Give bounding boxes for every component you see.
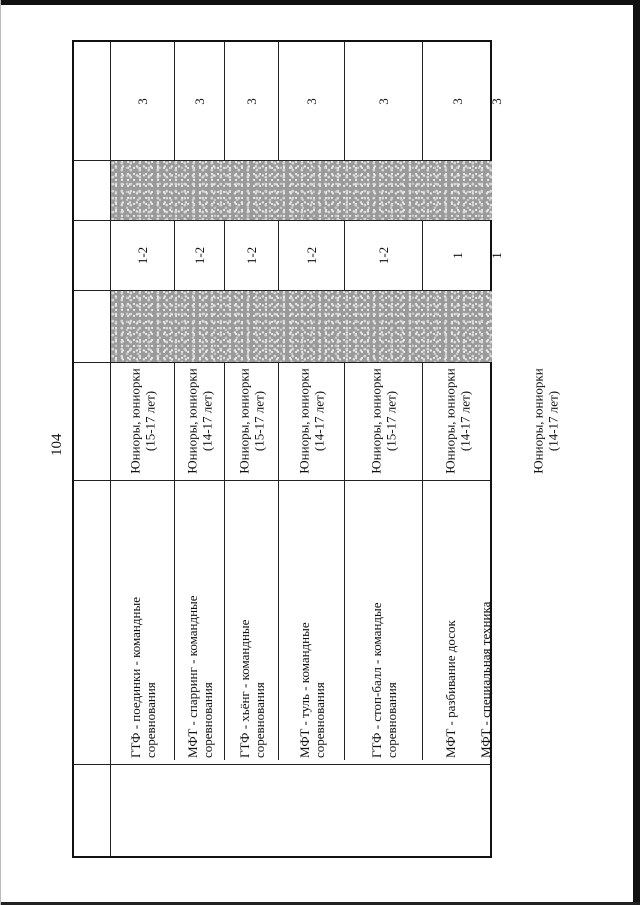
- age-cell-line: (14-17 лет): [311, 390, 327, 452]
- value-cell: [345, 42, 422, 160]
- value-cell-text: [192, 98, 207, 105]
- scan-border-top: [0, 0, 640, 5]
- event-cell: [345, 480, 422, 764]
- places-cell: [111, 220, 174, 290]
- value-cell-text: [450, 98, 465, 105]
- places-cell-text: [376, 246, 391, 263]
- age-cell-text: [369, 368, 399, 473]
- age-cell: [175, 362, 224, 480]
- event-line: МФТ - разбивание досок: [442, 620, 458, 758]
- shaded-column: [111, 161, 492, 220]
- value-cell-line: 3: [488, 97, 504, 105]
- value-cell-text: [135, 98, 150, 105]
- event-line: ГТФ - стоп-балл - командые: [368, 602, 384, 758]
- age-cell-line: (14-17 лет): [545, 390, 561, 452]
- value-cell-text: [489, 98, 504, 105]
- age-cell-line: (15-17 лет): [251, 390, 267, 452]
- age-cell-text: [531, 368, 561, 473]
- value-cell: [111, 42, 174, 160]
- value-cell-line: 3: [376, 97, 391, 105]
- event-line: МФТ - спарринг - командные: [184, 595, 200, 758]
- event-line: ГТФ - хьёнг - командные: [236, 619, 252, 758]
- value-cell-text: [244, 98, 259, 105]
- places-cell: [225, 220, 278, 290]
- age-cell-line: Юниоры, юниорки: [442, 368, 458, 474]
- age-cell-text: [237, 368, 267, 473]
- age-cell-line: Юниоры, юниорки: [530, 368, 546, 474]
- value-cell: [279, 42, 344, 160]
- places-cell-text: [192, 246, 207, 263]
- age-cell-text: [443, 368, 473, 473]
- places-cell-text: [135, 246, 150, 263]
- places-cell-line: 1: [488, 251, 504, 259]
- age-cell: [493, 362, 598, 480]
- age-cell-line: (15-17 лет): [142, 390, 158, 452]
- age-cell-line: (15-17 лет): [383, 390, 399, 452]
- age-cell-line: (14-17 лет): [199, 390, 215, 452]
- value-cell-line: 3: [304, 97, 319, 105]
- places-cell-line: 1-2: [376, 246, 391, 264]
- event-line: соревнования: [251, 682, 267, 758]
- age-cell-text: [297, 368, 327, 473]
- value-cell-line: 3: [192, 97, 207, 105]
- places-cell: [345, 220, 422, 290]
- event-line: соревнования: [142, 682, 158, 758]
- places-cell: [488, 220, 504, 290]
- event-cell: [111, 480, 174, 764]
- event-cell: [175, 480, 224, 764]
- age-cell: [423, 362, 492, 480]
- value-cell-text: [376, 98, 391, 105]
- event-line: соревнования: [311, 682, 327, 758]
- places-cell-line: 1-2: [192, 246, 207, 264]
- places-cell: [175, 220, 224, 290]
- event-line: [493, 484, 508, 758]
- value-cell: [488, 42, 504, 160]
- age-cell: [279, 362, 344, 480]
- age-cell: [111, 362, 174, 480]
- places-cell-text: [489, 252, 504, 259]
- scan-border-left: [0, 0, 1, 905]
- event-text: [369, 484, 399, 758]
- event-line: соревнования: [383, 682, 399, 758]
- event-line: МФТ - специальная техника: [478, 601, 493, 758]
- results-table: [72, 40, 561, 858]
- column-divider: [74, 764, 490, 765]
- age-cell-text: [128, 368, 158, 473]
- event-text: [128, 484, 158, 758]
- value-cell: [225, 42, 278, 160]
- value-cell-line: 3: [135, 97, 150, 105]
- event-line: соревнования: [199, 682, 215, 758]
- places-cell: [279, 220, 344, 290]
- places-cell-line: 1-2: [244, 246, 259, 264]
- event-line: [458, 484, 473, 758]
- places-cell-text: [304, 246, 319, 263]
- event-text: [185, 484, 215, 758]
- places-cell-text: [244, 246, 259, 263]
- age-cell-text: [185, 368, 215, 473]
- places-cell: [423, 220, 492, 290]
- shaded-column: [111, 291, 492, 362]
- places-cell-line: 1: [450, 251, 465, 259]
- page-number: 104: [49, 433, 65, 456]
- event-text: [443, 484, 473, 758]
- event-line: МФТ - туль - командные: [296, 622, 312, 758]
- age-cell-line: Юниоры, юниорки: [184, 368, 200, 474]
- value-cell: [175, 42, 224, 160]
- event-cell: [279, 480, 344, 764]
- value-cell-text: [304, 98, 319, 105]
- age-cell: [345, 362, 422, 480]
- value-cell: [423, 42, 492, 160]
- event-text: [237, 484, 267, 758]
- age-cell-line: Юниоры, юниорки: [296, 368, 312, 474]
- places-cell-line: 1-2: [135, 246, 150, 264]
- age-cell: [225, 362, 278, 480]
- age-cell-line: Юниоры, юниорки: [236, 368, 252, 474]
- value-cell-line: 3: [244, 97, 259, 105]
- age-cell-line: (14-17 лет): [457, 390, 473, 452]
- event-cell: [225, 480, 278, 764]
- age-cell-line: Юниоры, юниорки: [127, 368, 143, 474]
- places-cell-text: [450, 252, 465, 259]
- places-cell-line: 1-2: [304, 246, 319, 264]
- event-text: [478, 484, 508, 758]
- age-cell-line: Юниоры, юниорки: [368, 368, 384, 474]
- event-text: [297, 484, 327, 758]
- scan-border-right: [633, 0, 640, 905]
- event-line: ГТФ - поединки - командные: [127, 597, 143, 758]
- value-cell-line: 3: [450, 97, 465, 105]
